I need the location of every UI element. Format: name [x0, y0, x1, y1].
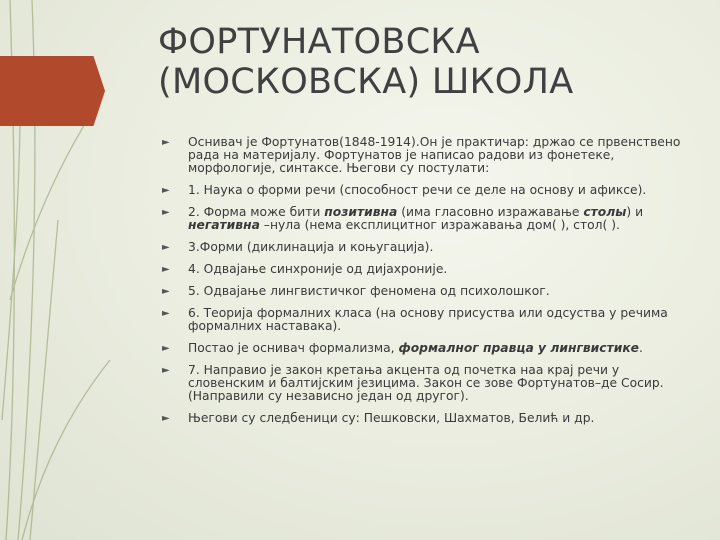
arrowhead-bullet-icon: ► [162, 365, 170, 376]
title-line-2: (МОСКОВСКА) ШКОЛА [158, 62, 574, 102]
list-item-text: 7. Направио је закон кретања акцента од почетка наа крај речи у словенским и балтијским језицима. Закон се зове Фортунатов–де Сосир. (Направили су независно један од другог). [188, 363, 664, 403]
arrowhead-bullet-icon: ► [162, 343, 170, 354]
bullet-list [158, 136, 688, 434]
text-run: 2. Форма може бити [188, 205, 325, 219]
list-item [158, 136, 688, 175]
text-run: Постао је оснивач формализма, [188, 341, 399, 355]
list-item-text: 5. Одвајање лингвистичког феномена од психолошког. [188, 284, 550, 298]
arrowhead-bullet-icon: ► [162, 264, 170, 275]
list-item [158, 206, 688, 232]
text-run: –нула (нема експлицитног изражавања дом( ), стол( ). [259, 218, 620, 232]
list-item [158, 184, 688, 197]
list-item-text [188, 342, 688, 355]
list-item-text: 6. Теорија формалних класа (на основу присуства или одсуства у речима формалних наставака). [188, 306, 668, 333]
list-item [158, 285, 688, 298]
text-run: (има гласовно изражавање [397, 205, 584, 219]
list-item-text: 3.Форми (диклинација и коњугација). [188, 240, 434, 254]
arrowhead-bullet-icon: ► [162, 286, 170, 297]
list-item-text [188, 206, 688, 232]
emphasis-positive: позитивна [324, 205, 398, 219]
list-item [158, 364, 688, 403]
list-item-text: 1. Наука о форми речи (способност речи се деле на основу и афиксе). [188, 183, 647, 197]
arrowhead-bullet-icon: ► [162, 137, 170, 148]
list-item-text: Његови су следбеници су: Пешковски, Шахматов, Белић и др. [188, 411, 595, 425]
stem-line [22, 360, 110, 540]
slide-title [158, 22, 698, 102]
list-item [158, 241, 688, 254]
title-line-1: ФОРТУНАТОВСКА [158, 22, 480, 62]
emphasis-negative: негативна [188, 218, 260, 232]
list-item [158, 412, 688, 425]
emphasis-formal-direction: формалног правца у лингвистике [398, 341, 640, 355]
list-item [158, 307, 688, 333]
example-word: столы [583, 205, 627, 219]
arrowhead-bullet-icon: ► [162, 308, 170, 319]
list-item-text: Оснивач је Фортунатов(1848-1914).Он је практичар: држао се првенствено рада на материјалу. Фортунатов је написао радови из фонетеке, морфологије, синтаксе. Његови су постулати: [188, 135, 681, 175]
list-item [158, 263, 688, 276]
text-run: ) и [626, 205, 644, 219]
list-item [158, 342, 688, 355]
arrowhead-bullet-icon: ► [162, 413, 170, 424]
accent-bar [0, 56, 105, 126]
stem-line [10, 100, 100, 300]
list-item-text: 4. Одвајање синхроније од дијахроније. [188, 262, 448, 276]
text-run: . [639, 341, 643, 355]
arrowhead-bullet-icon: ► [162, 242, 170, 253]
arrowhead-bullet-icon: ► [162, 185, 170, 196]
arrowhead-bullet-icon: ► [162, 207, 170, 218]
stem-line [30, 220, 58, 540]
